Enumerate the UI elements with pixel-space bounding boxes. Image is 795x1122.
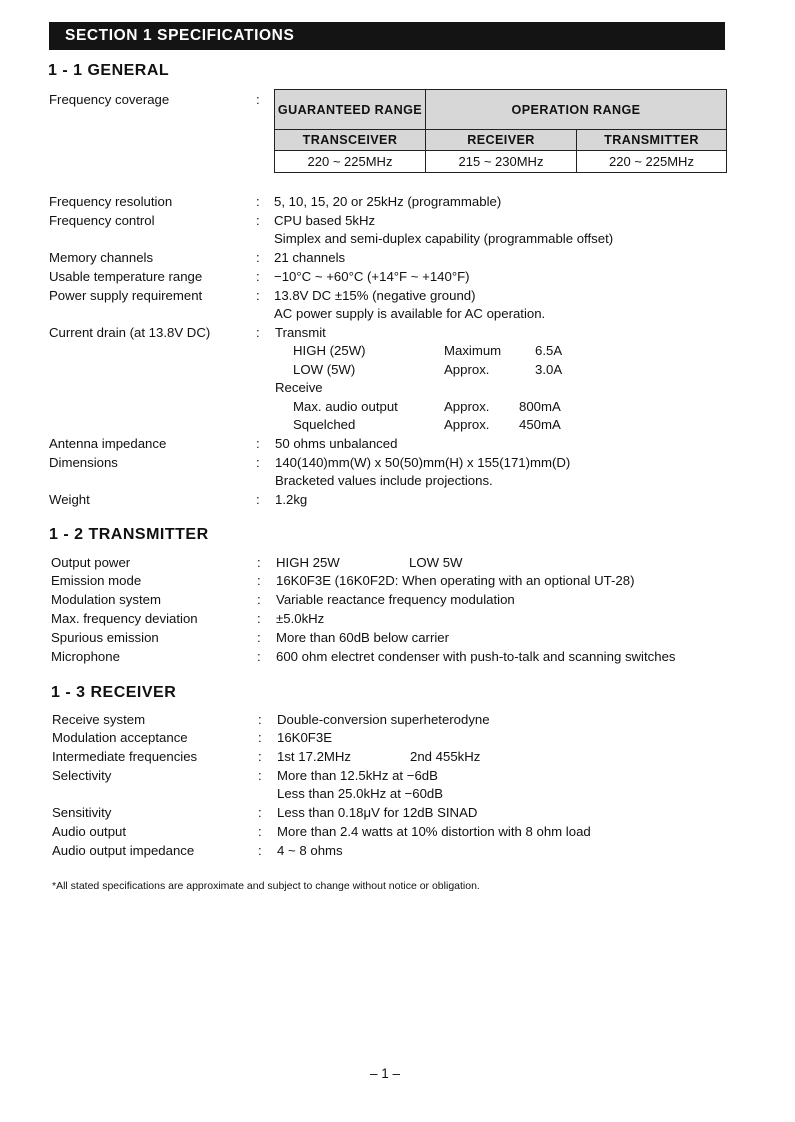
low-power-label: LOW (5W) xyxy=(293,362,356,377)
colon: : xyxy=(256,492,260,507)
transmitter-range: 220 ~ 225MHz xyxy=(577,151,727,173)
freq-control-label: Frequency control xyxy=(49,213,155,228)
freq-resolution-label: Frequency resolution xyxy=(49,194,173,209)
sensitivity-label: Sensitivity xyxy=(52,805,112,820)
selectivity-label: Selectivity xyxy=(52,768,112,783)
max-audio-qualifier: Approx. xyxy=(444,399,490,414)
general-heading: 1 - 1 GENERAL xyxy=(48,62,170,79)
receiver-range: 215 ~ 230MHz xyxy=(426,151,577,173)
sensitivity-value: Less than 0.18μV for 12dB SINAD xyxy=(277,805,478,820)
colon: : xyxy=(258,824,262,839)
colon: : xyxy=(257,573,261,588)
current-drain-label: Current drain (at 13.8V DC) xyxy=(49,325,211,340)
power-supply-value: 13.8V DC ±15% (negative ground) xyxy=(274,288,476,303)
audio-output-value: More than 2.4 watts at 10% distortion with 8 ohm load xyxy=(277,824,591,839)
audio-impedance-label: Audio output impedance xyxy=(52,843,195,858)
max-deviation-value: ±5.0kHz xyxy=(276,611,325,626)
max-audio-label: Max. audio output xyxy=(293,399,398,414)
dimensions-value: 140(140)mm(W) x 50(50)mm(H) x 155(171)mm(D) xyxy=(275,455,571,470)
frequency-coverage-table xyxy=(274,89,727,173)
colon: : xyxy=(256,325,260,340)
dimensions-label: Dimensions xyxy=(49,455,118,470)
power-supply-label: Power supply requirement xyxy=(49,288,203,303)
colon: : xyxy=(257,555,261,570)
spurious-emission-value: More than 60dB below carrier xyxy=(276,630,449,645)
high-power-label: HIGH (25W) xyxy=(293,343,366,358)
power-supply-value-2: AC power supply is available for AC operation. xyxy=(274,306,546,321)
colon: : xyxy=(257,649,261,664)
transmit-label: Transmit xyxy=(275,325,326,340)
transceiver-range: 220 ~ 225MHz xyxy=(275,151,426,173)
footnote: *All stated specifications are approximate and subject to change without notice or obligation. xyxy=(52,880,480,892)
temperature-label: Usable temperature range xyxy=(49,269,203,284)
memory-channels-value: 21 channels xyxy=(274,250,346,265)
receiver-heading: 1 - 3 RECEIVER xyxy=(51,684,177,701)
emission-mode-value: 16K0F3E (16K0F2D: When operating with an optional UT-28) xyxy=(276,573,635,588)
colon: : xyxy=(257,630,261,645)
transceiver-header: TRANSCEIVER xyxy=(275,130,426,151)
low-power-qualifier: Approx. xyxy=(444,362,490,377)
receive-label: Receive xyxy=(275,380,323,395)
output-power-high: HIGH 25W xyxy=(276,555,340,570)
colon: : xyxy=(256,436,260,451)
high-power-qualifier: Maximum xyxy=(444,343,502,358)
freq-control-value-2: Simplex and semi-duplex capability (programmable offset) xyxy=(274,231,614,246)
colon: : xyxy=(258,805,262,820)
modulation-system-value: Variable reactance frequency modulation xyxy=(276,592,515,607)
transmitter-header: TRANSMITTER xyxy=(577,130,727,151)
high-power-current: 6.5A xyxy=(535,343,563,358)
microphone-value: 600 ohm electret condenser with push-to-talk and scanning switches xyxy=(276,649,676,664)
antenna-value: 50 ohms unbalanced xyxy=(275,436,398,451)
colon: : xyxy=(257,592,261,607)
weight-value: 1.2kg xyxy=(275,492,308,507)
max-deviation-label: Max. frequency deviation xyxy=(51,611,198,626)
guaranteed-range-header: GUARANTEED RANGE xyxy=(275,90,426,130)
max-audio-current: 800mA xyxy=(519,399,561,414)
operation-range-header: OPERATION RANGE xyxy=(426,90,727,130)
microphone-label: Microphone xyxy=(51,649,120,664)
colon: : xyxy=(256,194,260,209)
modulation-acceptance-label: Modulation acceptance xyxy=(52,730,188,745)
weight-label: Weight xyxy=(49,492,90,507)
modulation-acceptance-value: 16K0F3E xyxy=(277,730,332,745)
low-power-current: 3.0A xyxy=(535,362,563,377)
colon: : xyxy=(256,288,260,303)
if-second: 2nd 455kHz xyxy=(410,749,481,764)
antenna-label: Antenna impedance xyxy=(49,436,167,451)
receive-system-label: Receive system xyxy=(52,712,146,727)
colon: : xyxy=(257,611,261,626)
colon: : xyxy=(258,730,262,745)
audio-impedance-value: 4 ~ 8 ohms xyxy=(277,843,343,858)
output-power-label: Output power xyxy=(51,555,131,570)
selectivity-value-2: Less than 25.0kHz at −60dB xyxy=(277,786,444,801)
squelched-label: Squelched xyxy=(293,417,356,432)
transmitter-heading: 1 - 2 TRANSMITTER xyxy=(49,526,209,543)
squelched-qualifier: Approx. xyxy=(444,417,490,432)
modulation-system-label: Modulation system xyxy=(51,592,161,607)
colon: : xyxy=(258,712,262,727)
squelched-current: 450mA xyxy=(519,417,561,432)
temperature-value: −10°C ~ +60°C (+14°F ~ +140°F) xyxy=(274,269,470,284)
colon: : xyxy=(258,768,262,783)
audio-output-label: Audio output xyxy=(52,824,127,839)
memory-channels-label: Memory channels xyxy=(49,250,154,265)
selectivity-value: More than 12.5kHz at −6dB xyxy=(277,768,438,783)
page-number: – 1 – xyxy=(370,1066,401,1081)
section-banner: SECTION 1 SPECIFICATIONS xyxy=(49,22,725,50)
freq-resolution-value: 5, 10, 15, 20 or 25kHz (programmable) xyxy=(274,194,502,209)
intermediate-frequencies-label: Intermediate frequencies xyxy=(52,749,198,764)
emission-mode-label: Emission mode xyxy=(51,573,142,588)
colon: : xyxy=(258,843,262,858)
dimensions-value-2: Bracketed values include projections. xyxy=(275,473,493,488)
receiver-header: RECEIVER xyxy=(426,130,577,151)
freq-control-value: CPU based 5kHz xyxy=(274,213,376,228)
colon: : xyxy=(256,455,260,470)
colon: : xyxy=(256,269,260,284)
colon: : xyxy=(256,92,260,107)
output-power-low: LOW 5W xyxy=(409,555,463,570)
colon: : xyxy=(256,250,260,265)
receive-system-value: Double-conversion superheterodyne xyxy=(277,712,490,727)
freq-coverage-label: Frequency coverage xyxy=(49,92,170,107)
spurious-emission-label: Spurious emission xyxy=(51,630,159,645)
colon: : xyxy=(258,749,262,764)
colon: : xyxy=(256,213,260,228)
if-first: 1st 17.2MHz xyxy=(277,749,352,764)
